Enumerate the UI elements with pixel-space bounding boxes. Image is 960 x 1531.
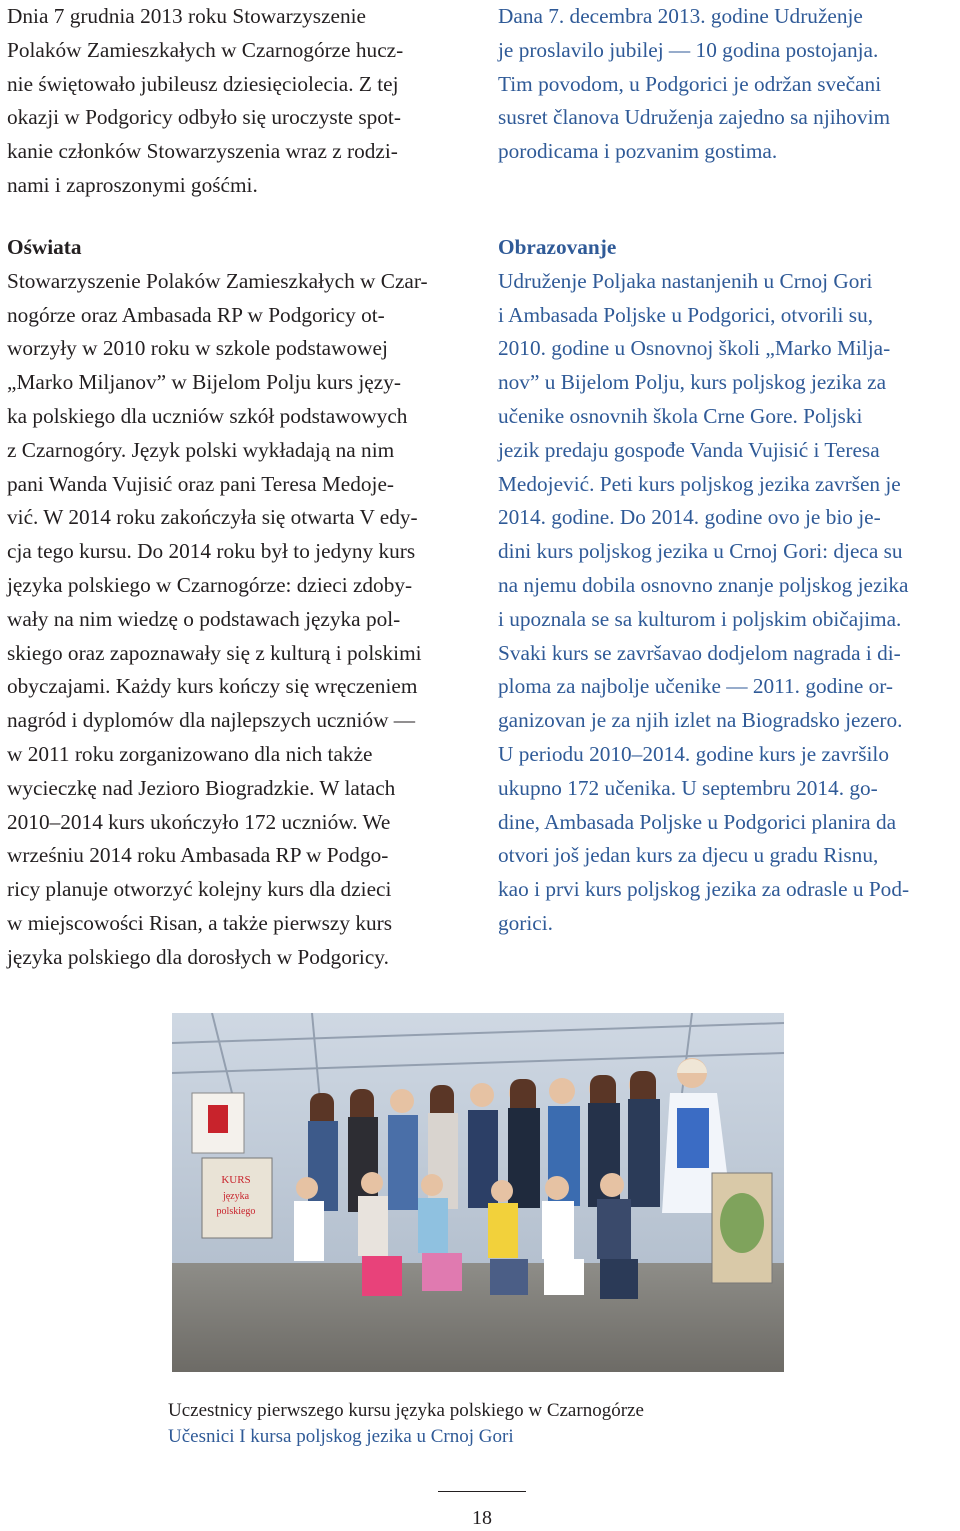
section-obrazovanje: [498, 231, 956, 941]
body-line: Svaki kurs se završavao dodjelom nagrada i di-: [498, 640, 901, 665]
intro-line: je proslavilo jubilej — 10 godina postojanja.: [498, 37, 879, 62]
body-line: kao i prvi kurs poljskog jezika za odrasle u Pod-: [498, 877, 910, 902]
body-line: języka polskiego dla dorosłych w Podgoricy.: [7, 944, 389, 969]
body-line: ka polskiego dla uczniów szkół podstawowych: [7, 403, 408, 428]
body-line: cja tego kursu. Do 2014 roku był to jedyny kurs: [7, 539, 416, 564]
body-line: nov” u Bijelom Polju, kurs poljskog jezika za: [498, 370, 887, 395]
body-line: wrześniu 2014 roku Ambasada RP w Podgo-: [7, 843, 389, 868]
body-line: otvori još jedan kurs za djecu u gradu Risnu,: [498, 843, 879, 868]
body-line: „Marko Miljanov” w Bijelom Polju kurs języ-: [7, 370, 401, 395]
intro-line: okazji w Podgoricy odbyło się uroczyste spot-: [7, 105, 401, 130]
body-line: worzyły w 2010 roku w szkole podstawowej: [7, 336, 388, 361]
body-line: ukupno 172 učenika. U septembru 2014. go-: [498, 775, 878, 800]
banner-text: języka: [222, 1191, 250, 1202]
body-line: ploma za najbolje učenike — 2011. godine or-: [498, 674, 894, 699]
body-line: Medojević. Peti kurs poljskog jezika završen je: [498, 471, 901, 496]
body-line: wały na nim wiedzę o podstawach języka pol-: [7, 606, 401, 631]
body-line: w 2011 roku zorganizowano dla nich także: [7, 741, 373, 766]
intro-line: kanie członków Stowarzyszenia wraz z rodzi-: [7, 139, 398, 164]
intro-line: Dana 7. decembra 2013. godine Udruženje: [498, 4, 863, 28]
group-photo-illustration: [172, 1013, 784, 1372]
body-line: Stowarzyszenie Polaków Zamieszkałych w Czar-: [7, 268, 428, 293]
caption-montenegrin: Učesnici I kursa poljskog jezika u Crnoj Gori: [168, 1426, 514, 1447]
intro-line: susret članova Udruženja zajedno sa njihovim: [498, 105, 891, 130]
banner-text: polskiego: [216, 1206, 256, 1217]
body-line: języka polskiego w Czarnogórze: dzieci zdoby-: [7, 572, 413, 597]
section-oswiata: [7, 231, 465, 975]
intro-polish: [7, 0, 465, 203]
body-line: učenike osnovnih škola Crne Gore. Poljski: [498, 403, 863, 428]
body-line: 2010–2014 kurs ukończyło 172 uczniów. We: [7, 809, 391, 834]
body-line: ricy planuje otworzyć kolejny kurs dla dzieci: [7, 877, 392, 902]
intro-line: Tim povodom, u Podgorici je održan svečani: [498, 71, 882, 96]
section-heading: Obrazovanje: [498, 235, 617, 259]
body-line: skiego oraz zapoznawały się z kulturą i polskimi: [7, 640, 422, 665]
polish-eagle-icon: [208, 1105, 228, 1133]
body-line: dine, Ambasada Poljske u Podgorici planira da: [498, 809, 897, 834]
body-line: z Czarnogóry. Język polski wykładają na nim: [7, 437, 395, 462]
body-line: wycieczkę nad Jezioro Biogradzkie. W latach: [7, 775, 396, 800]
footer-rule: [438, 1491, 526, 1492]
body-line: U periodu 2010–2014. godine kurs je završilo: [498, 741, 889, 766]
body-line: na njemu dobila osnovno znanje poljskog jezika: [498, 572, 909, 597]
intro-line: nami i zaproszonymi gośćmi.: [7, 172, 258, 197]
body-line: nogórze oraz Ambasada RP w Podgoricy ot-: [7, 302, 385, 327]
intro-line: Dnia 7 grudnia 2013 roku Stowarzyszenie: [7, 4, 367, 28]
intro-montenegrin: [498, 0, 956, 169]
body-line: i Ambasada Poljske u Podgorici, otvorili su,: [498, 302, 874, 327]
group-photo: [172, 1013, 784, 1372]
body-line: obyczajami. Każdy kurs kończy się wręczeniem: [7, 674, 418, 699]
body-line: i upoznala se sa kulturom i poljskim običajima.: [498, 606, 902, 631]
body-line: ganizovan je za njih izlet na Biogradsko jezero.: [498, 708, 903, 733]
body-line: Udruženje Poljaka nastanjenih u Crnoj Gori: [498, 268, 873, 293]
body-line: 2014. godine. Do 2014. godine ovo je bio je-: [498, 505, 881, 530]
body-line: dini kurs poljskog jezika u Crnoj Gori: djeca su: [498, 539, 903, 564]
body-line: nagród i dyplomów dla najlepszych uczniów —: [7, 708, 416, 733]
body-line: 2010. godine u Osnovnoj školi „Marko Milja-: [498, 336, 891, 361]
section-heading: Oświata: [7, 235, 82, 259]
photo-caption: [168, 1398, 644, 1450]
intro-line: Polaków Zamieszkałych w Czarnogórze hucz-: [7, 37, 404, 62]
body-line: jezik predaju gospođe Vanda Vujisić i Teresa: [498, 437, 880, 462]
banner-text: KURS: [221, 1174, 251, 1186]
caption-polish: Uczestnicy pierwszego kursu języka polskiego w Czarnogórze: [168, 1400, 644, 1421]
intro-line: nie świętowało jubileusz dziesięciolecia. Z tej: [7, 71, 399, 96]
page-number: 18: [472, 1507, 492, 1529]
intro-line: porodicama i pozvanim gostima.: [498, 139, 778, 164]
body-line: gorici.: [498, 910, 553, 935]
body-line: vić. W 2014 roku zakończyła się otwarta V edy-: [7, 505, 418, 530]
body-line: w miejscowości Risan, a także pierwszy kurs: [7, 910, 393, 935]
body-line: pani Wanda Vujisić oraz pani Teresa Medoje-: [7, 471, 395, 496]
